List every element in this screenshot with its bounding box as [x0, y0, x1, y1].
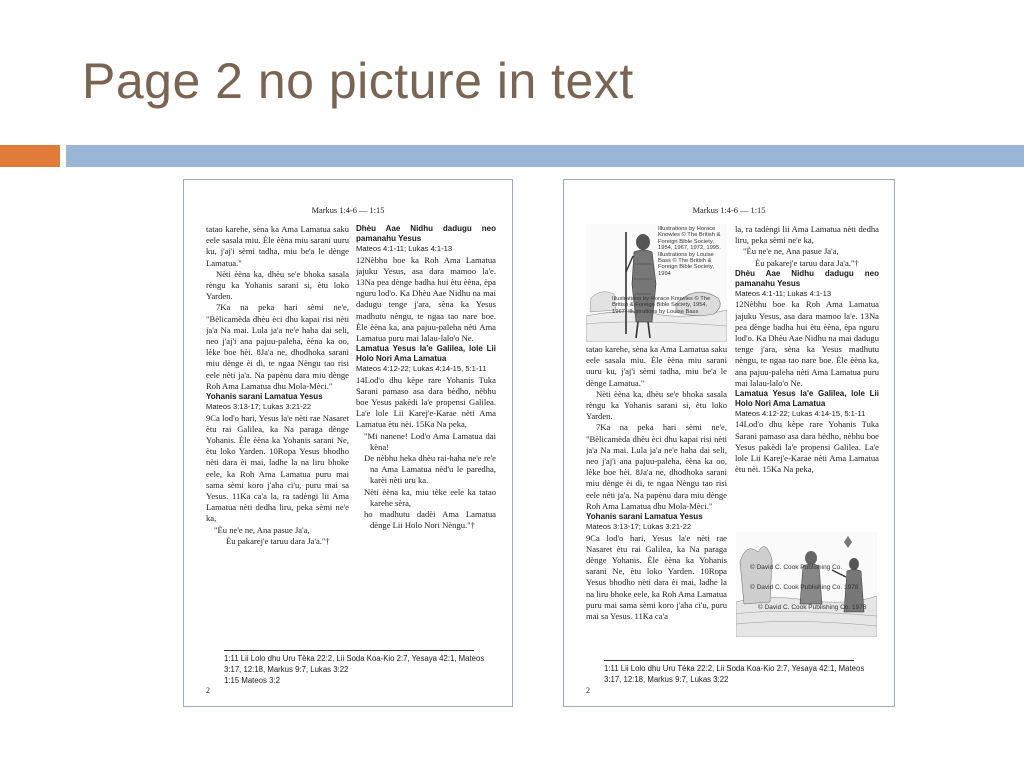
- poetry-line: "Mi nanene! Lod'o Ama Lamatua dai kèna!: [364, 430, 496, 452]
- slide-title: Page 2 no picture in text: [82, 53, 634, 109]
- paragraph: Nèti èèna ka, dhèu se'e bhoka sasala rèngu ka Yohanis sarani si, ètu loko Yarden.: [586, 388, 727, 422]
- watermark-3: © David C. Cook Publishing Co. 1978: [758, 604, 867, 611]
- paragraph: 14Lod'o dhu kèpe rare Yohanis Tuka Sarani pamaso asa dara bèdho, nèbhu boe Yesus pakèdi la'e propensi Galilea. La'e lole Lii Karej'e-Karae nèti Ama Lamatua ètu nèi. 15Ka Na peka,: [735, 419, 879, 475]
- paragraph: 9Ca lod'o hari, Yesus la'e nèti rae Nasaret ètu rai Galilea, ka Na paraga dènge Yohanis. Èle èèna ka Yohanis sarani Ne, ètu loko Yarden. 10Ropa Yesus bhodho nèti dara èi mai, ladhe la na liru bhoke eele, ka Roh Ama Lamatua puru mai sama sèmi koro j'aha ci'u, puru mai sa Yesus. 11Ka ca'a la, ra tadèngi lii Ama Lamatua nèti dedha liru, peka sèmi ne'e ka,: [206, 412, 349, 524]
- cross-reference: Mateos 3:13-17; Lukas 3:21-22: [586, 522, 692, 532]
- paragraph: 14Lod'o dhu kèpe rare Yohanis Tuka Sarani pamaso asa dara bèdho, nèbhu boe Yesus pakèdi la'e propensi Galilea. La'e lole Lii Karej'e-Karae nèti Ama Lamatua ètu nèi. 15Ka Na peka,: [356, 374, 496, 430]
- right-page-image: [563, 179, 895, 707]
- paragraph: Nèti èèna ka, dhèu se'e bhoka sasala rèngu ka Yohanis sarani si, ètu loko Yarden.: [206, 268, 349, 302]
- running-head: Markus 1:4-6 — 1:15: [692, 206, 766, 215]
- illustration-caption: Illustrations by Horace Knowles © The British & Foreign Bible Society, 1954, 1967, 1972, 1995. Illustrations by Louise Bass © The British & Foreign Bible Society, 1994: [658, 226, 721, 277]
- cross-reference: Mateos 3:13-17; Lukas 3:21-22: [206, 402, 312, 412]
- poetry-line: "Èu ne'e ne, Ana pasue Ja'a,: [214, 524, 310, 535]
- cross-reference: Mateos 4:12-22; Lukas 4:14-15, 5:1-11: [356, 364, 487, 374]
- page-number: 2: [586, 685, 590, 695]
- illustration-caption-2: Illustrations by Horace Knowles © The British & Foreign Bible Society, 1954, 1967. Illustrations by Louise Bass: [612, 296, 711, 315]
- accent-bar-orange: [0, 145, 60, 167]
- watermark-1: © David C. Cook Publishing Co.: [750, 564, 843, 571]
- paragraph: 7Ka na peka hari sèmi ne'e, "Bèlicamèda dhèu èci dhu kapai risi nèti ja'a Na mai. Lula ja'a ne'e haha dai seli, neo j'aj'i ana pajuu-paleha, èèna ka oo, lèke boe hèi. 8Ja'a ne, dhodhoka sarani miu dènge èi di, te ngaa Nèngu tao risi eele nèti ja'a. Na papènu dara miu dènge Roh Ama Lamatua dhu Mola-Mèci.": [206, 302, 349, 391]
- poetry-line: Nèti èèna ka, miu tèke eele ka tatao karehe sèra,: [364, 486, 496, 508]
- paragraph: tatao karehe, sèna ka Ama Lamatua saku eele sasala miu. Èle èèna miu sarani uuru ku, j'aj'i sèmi tadha, miu be'a le dènge Lamatua.": [586, 344, 727, 388]
- paragraph: 12Nèbhu boe ka Roh Ama Lamatua jajuku Yesus, asa dara mamoo la'e. 13Na pea dènge badha hui ètu èèna, èpa nguru lod'o. Ka Dhèu Aae Nidhu na mai dadugu tenge j'ara, sèna ka Yesus madhutu nèngu, te ngaa tao nare boe. Èle èèna ka, ana pajuu-paleha nèti Ama Lamatua puru mai lalau-lalo'o Ne.: [356, 254, 496, 343]
- paragraph: 9Ca lod'o hari, Yesus la'e nèti rae Nasaret ètu rai Galilea, ka Na paraga dènge Yohanis. Èle èèna ka Yohanis sarani Ne, ètu loko Yarden. 10Ropa Yesus bhodho nèti dara èi mai, ladhe la na liru bhoke eele, ka Roh Ama Lamatua puru mai sama sèmi koro j'aha ci'u, puru mai sa Yesus. 11Ka ca'a: [586, 532, 727, 621]
- section-heading: Lamatua Yesus la'e Galilea, lole Lii Holo Nori Ama Lamatua: [356, 344, 496, 364]
- poetry-line: "Èu ne'e ne, Ana pasue Ja'a,: [743, 246, 839, 257]
- cross-reference: Mateos 4:1-11; Lukas 4:1-13: [356, 244, 453, 253]
- footnote-rule: [224, 650, 474, 651]
- section-heading: Yohanis sarani Lamatua Yesus: [206, 392, 323, 402]
- paragraph: 12Nèbhu boe ka Roh Ama Lamatua jajuku Yesus, asa dara mamoo la'e. 13Na pea dènge badha hui ètu èèna, èpa nguru lod'o. Ka Dhèu Aae Nidhu na mai dadugu tenge j'ara, sèna ka Yesus madhutu nèngu, te ngaa tao nare boe. Èle èèna ka, ana pajuu-paleha nèti Ama Lamatua puru mai lalau-lalo'o Ne.: [735, 299, 879, 388]
- cross-reference: Mateos 4:12-22; Lukas 4:14-15, 5:1-11: [735, 408, 866, 418]
- poetry-line: Èu pakarej'e taruu dara Ja'a."†: [755, 257, 859, 268]
- left-page-image: [183, 179, 513, 707]
- section-heading: Lamatua Yesus la'e Galilea, lole Lii Holo Nori Ama Lamatua: [735, 388, 879, 408]
- section-heading: Yohanis sarani Lamatua Yesus: [586, 512, 703, 522]
- footnote-1: 1:11 Lii Lolo dhu Uru Tèka 22:2, Lii Soda Koa-Kio 2:7, Yesaya 42:1, Mateos 3:17, 12:18, Markus 9:7, Lukas 3:22: [224, 654, 485, 674]
- footnote-1: 1:11 Lii Lolo dhu Uru Tèka 22:2, Lii Soda Koa-Kio 2:7, Yesaya 42:1, Mateos 3:17, 12:18, Markus 9:7, Lukas 3:22: [604, 664, 865, 684]
- illustration-baptism: [736, 532, 877, 637]
- running-head: Markus 1:4-6 — 1:15: [311, 206, 385, 215]
- paragraph: la, ra tadèngi lii Ama Lamatua nèti dedha liru, peka sèmi ne'e ka,: [735, 224, 879, 246]
- poetry-line: Èu pakarej'e taruu dara Ja'a."†: [226, 535, 330, 546]
- section-heading: Dhèu Aae Nidhu dadugu neo pamanahu Yesus: [735, 268, 879, 288]
- left-page-column-2: [356, 224, 496, 594]
- paragraph: 7Ka na peka hari sèmi ne'e, "Bèlicamèda dhèu èci dhu kapai risi nèti ja'a Na mai. Lula ja'a ne'e haha dai seli, neo j'aj'i ana pajuu-paleha, èèna ka oo, lèke boe hèi. 8Ja'a ne, dhodhoka sarani miu dènge èi di, te ngaa Nèngu tao risi eele nèti ja'a. Na papènu dara miu dènge Roh Ama Lamatua dhu Mola-Mèci.": [586, 422, 727, 511]
- right-page-column-1: [586, 344, 727, 638]
- footnote-rule: [604, 660, 854, 661]
- poetry-line: ho madhutu dadèi Ama Lamatua dènge Lii Holo Nori Nèngu."†: [364, 509, 496, 531]
- poetry-line: De nèbhu heka dhèu rai-haha ne'e re'e na Ama Lamatua nèd'u le paredha, karèi nèti uru ka.: [364, 453, 496, 486]
- footnote-2: 1:15 Mateos 3:2: [224, 676, 280, 685]
- watermark-2: © David C. Cook Publishing Co. 1978: [750, 584, 859, 591]
- left-page-column-1: [206, 224, 349, 594]
- right-page-column-2: [735, 224, 879, 529]
- cross-reference: Mateos 4:1-11; Lukas 4:1-13: [735, 288, 832, 298]
- accent-bar-blue: [66, 145, 1024, 167]
- illustration-john-baptist: [586, 224, 727, 342]
- section-heading: Dhèu Aae Nidhu dadugu neo pamanahu Yesus: [356, 224, 496, 243]
- page-number: 2: [206, 685, 210, 695]
- paragraph: tatao karehe, sèna ka Ama Lamatua saku eele sasala miu. Èle èèna miu sarani uuru ku, j'aj'i sèmi tadha, miu be'a le dènge Lamatua.": [206, 224, 349, 268]
